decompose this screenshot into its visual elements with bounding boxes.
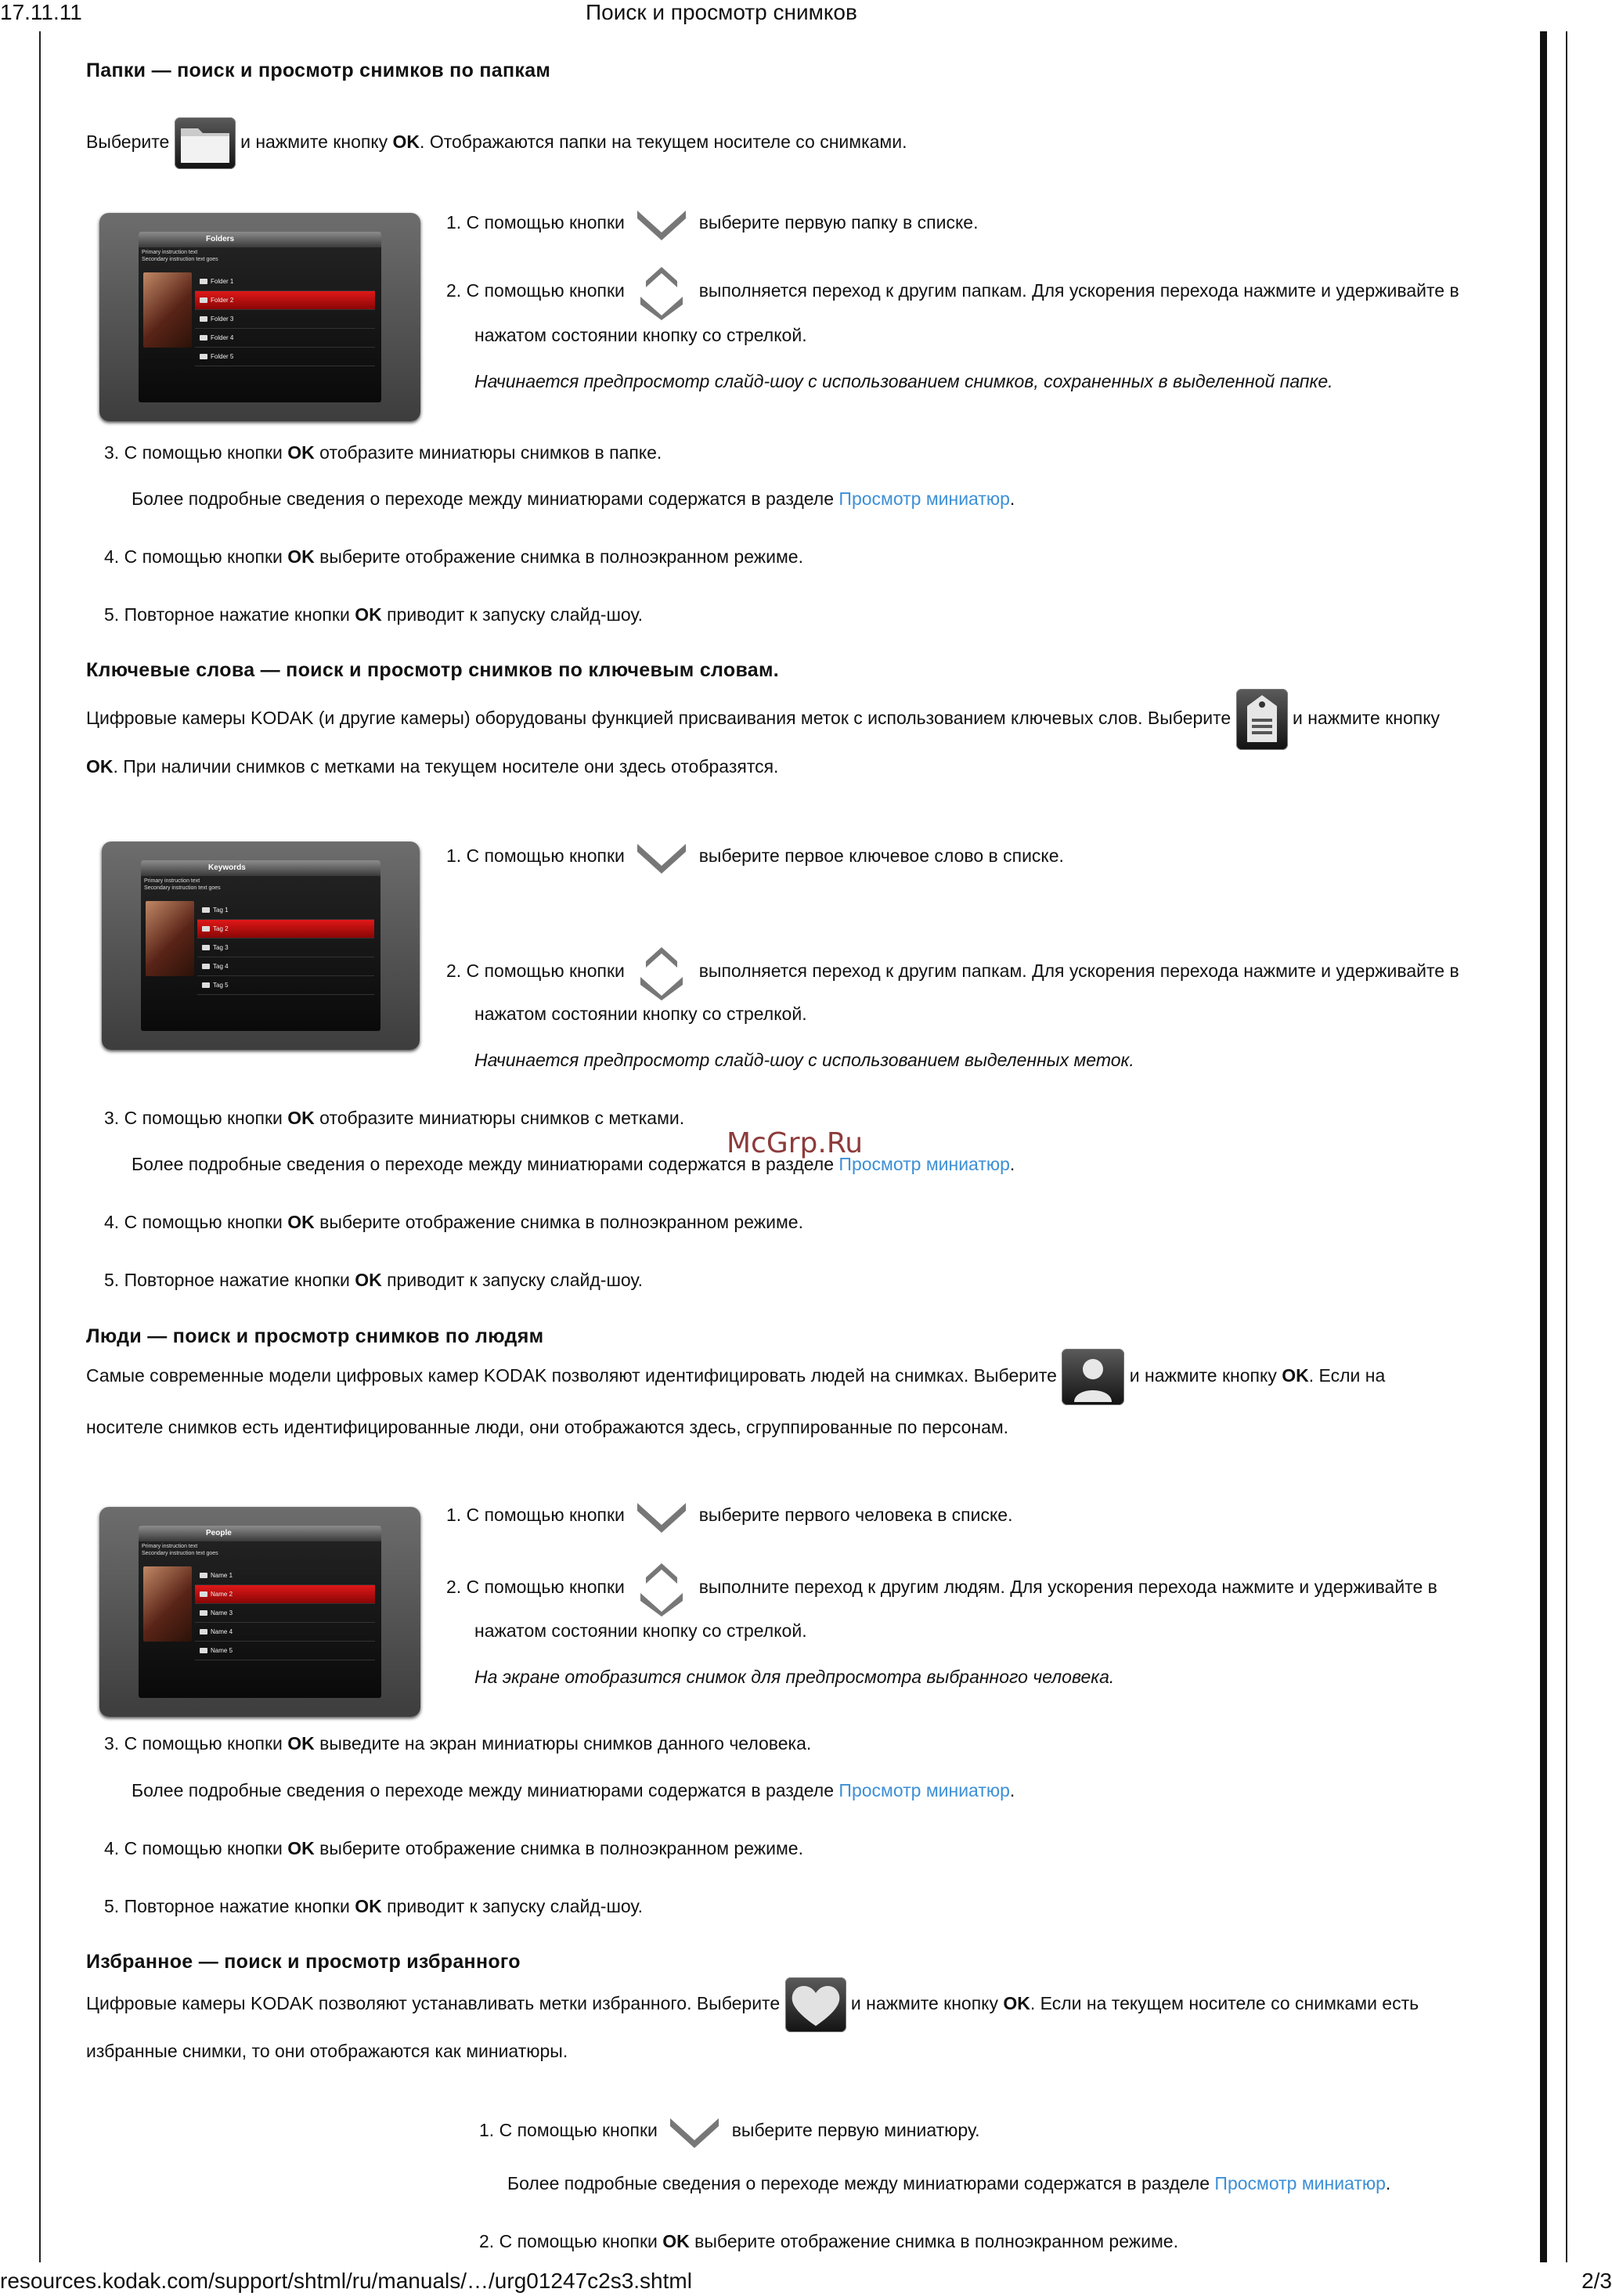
people-step3: 3. С помощью кнопки OK выведите на экран миниатюры снимков данного человека. <box>104 1733 812 1754</box>
preview-photo <box>143 272 192 348</box>
person-icon <box>1062 1349 1124 1405</box>
keywords-step2-cont: нажатом состоянии кнопку со стрелкой. <box>474 1004 807 1024</box>
down-arrow-icon <box>634 839 689 875</box>
people-intro-line1: Самые современные модели цифровых камер KODAK позволяют идентифицировать людей на снимках. Выберите и нажмите кнопку OK. Если на <box>86 1349 1385 1405</box>
keywords-more-info: Более подробные сведения о переходе между миниатюрами содержатся в разделе Просмотр миниатюр. <box>132 1154 1015 1174</box>
screen-list <box>197 901 374 995</box>
folders-step1: 1. С помощью кнопки выберите первую папку в списке. <box>446 206 978 242</box>
device-screen <box>141 860 380 1031</box>
folders-step2: 2. С помощью кнопки выполняется переход к другим папкам. Для ускорения перехода нажмите и удерживайте в <box>446 264 1459 320</box>
people-step2: 2. С помощью кнопки выполните переход к другим людям. Для ускорения перехода нажмите и удерживайте в <box>446 1560 1437 1617</box>
page-title: Поиск и просмотр снимков <box>586 0 857 24</box>
device-screen <box>139 1526 381 1698</box>
people-step4: 4. С помощью кнопки OK выберите отображение снимка в полноэкранном режиме. <box>104 1838 803 1858</box>
screen-row: Tag 1 <box>197 901 374 920</box>
screen-caption: Primary instruction text <box>142 1544 198 1549</box>
keywords-step2-note: Начинается предпросмотр слайд-шоу с использованием выделенных меток. <box>474 1050 1134 1070</box>
right-border-thin <box>1566 31 1567 2262</box>
heart-icon <box>785 1977 846 2032</box>
keywords-step4: 4. С помощью кнопки OK выберите отображение снимка в полноэкранном режиме. <box>104 1212 803 1232</box>
keywords-step1: 1. С помощью кнопки выберите первое ключевое слово в списке. <box>446 839 1064 875</box>
down-arrow-icon <box>634 206 689 242</box>
folders-more-info: Более подробные сведения о переходе между миниатюрами содержатся в разделе Просмотр миниатюр. <box>132 488 1015 509</box>
people-device-screenshot <box>99 1507 420 1717</box>
right-border-thick <box>1540 31 1547 2262</box>
down-arrow-icon <box>667 2114 722 2150</box>
folders-step2-cont: нажатом состоянии кнопку со стрелкой. <box>474 325 807 345</box>
screen-list <box>195 1566 375 1660</box>
screen-title: Keywords <box>141 860 380 876</box>
folders-step5: 5. Повторное нажатие кнопки OK приводит к запуску слайд-шоу. <box>104 604 644 625</box>
folders-step3: 3. С помощью кнопки OK отобразите миниатюры снимков в папке. <box>104 442 662 463</box>
screen-row: Name 3 <box>195 1604 375 1623</box>
left-border <box>39 31 41 2262</box>
screen-caption: Primary instruction text <box>144 878 200 884</box>
screen-row: Tag 5 <box>197 976 374 995</box>
screen-row: Name 5 <box>195 1642 375 1660</box>
thumbnails-link[interactable]: Просмотр миниатюр <box>838 488 1010 509</box>
screen-subcaption: Secondary instruction text goes <box>142 257 218 262</box>
screen-row-selected: Tag 2 <box>197 920 374 939</box>
folder-icon <box>175 117 236 169</box>
screen-caption: Primary instruction text <box>142 250 198 255</box>
keywords-step3: 3. С помощью кнопки OK отобразите миниатюры снимков с метками. <box>104 1108 685 1128</box>
screen-row: Tag 3 <box>197 939 374 957</box>
favorites-intro-line2: избранные снимки, то они отображаются как миниатюры. <box>86 2041 568 2061</box>
keywords-device-screenshot <box>102 842 420 1050</box>
folders-intro: Выберите и нажмите кнопку OK. Отображаются папки на текущем носителе со снимками. <box>86 117 907 169</box>
screen-row: Name 4 <box>195 1623 375 1642</box>
people-intro-line2: носителе снимков есть идентифицированные люди, они отображаются здесь, сгруппированные по персонам. <box>86 1417 1009 1437</box>
thumbnails-link[interactable]: Просмотр миниатюр <box>838 1154 1010 1174</box>
favorites-heading: Избранное — поиск и просмотр избранного <box>86 1951 521 1973</box>
device-screen <box>139 232 381 402</box>
favorites-step1: 1. С помощью кнопки выберите первую миниатюру. <box>479 2114 980 2150</box>
screen-title: Folders <box>139 232 381 247</box>
up-down-arrows-icon <box>634 264 689 320</box>
screen-row: Folder 5 <box>195 348 375 366</box>
screen-row: Tag 4 <box>197 957 374 976</box>
tag-icon <box>1236 689 1288 750</box>
down-arrow-icon <box>634 1498 689 1534</box>
keywords-heading: Ключевые слова — поиск и просмотр снимков по ключевым словам. <box>86 659 780 681</box>
screen-subcaption: Secondary instruction text goes <box>144 885 221 891</box>
footer-url: resources.kodak.com/support/shtml/ru/manuals/…/urg01247c2s3.shtml <box>0 2269 692 2293</box>
people-heading: Люди — поиск и просмотр снимков по людям <box>86 1325 544 1347</box>
folders-step2-note: Начинается предпросмотр слайд-шоу с использованием снимков, сохраненных в выделенной папке. <box>474 371 1333 391</box>
screen-row: Folder 1 <box>195 272 375 291</box>
keywords-intro-line1: Цифровые камеры KODAK (и другие камеры) оборудованы функцией присваивания меток с использованием ключевых слов. Выберите и нажмите кнопку <box>86 689 1440 750</box>
thumbnails-link[interactable]: Просмотр миниатюр <box>1214 2173 1386 2193</box>
thumbnails-link[interactable]: Просмотр миниатюр <box>838 1780 1010 1800</box>
folders-heading: Папки — поиск и просмотр снимков по папкам <box>86 59 551 81</box>
people-more-info: Более подробные сведения о переходе между миниатюрами содержатся в разделе Просмотр миниатюр. <box>132 1780 1015 1800</box>
screen-list <box>195 272 375 366</box>
people-step2-cont: нажатом состоянии кнопку со стрелкой. <box>474 1620 807 1641</box>
folders-device-screenshot <box>99 213 420 421</box>
favorites-more-info: Более подробные сведения о переходе между миниатюрами содержатся в разделе Просмотр миниатюр. <box>507 2173 1391 2193</box>
screen-title: People <box>139 1526 381 1541</box>
folders-step4: 4. С помощью кнопки OK выберите отображение снимка в полноэкранном режиме. <box>104 546 803 567</box>
screen-row: Name 1 <box>195 1566 375 1585</box>
keywords-step2: 2. С помощью кнопки выполняется переход к другим папкам. Для ускорения перехода нажмите и удерживайте в <box>446 944 1459 1000</box>
page-number: 2/3 <box>1581 2269 1612 2293</box>
screen-row-selected: Folder 2 <box>195 291 375 310</box>
people-step2-note: На экране отобразится снимок для предпросмотра выбранного человека. <box>474 1667 1115 1687</box>
people-step1: 1. С помощью кнопки выберите первого человека в списке. <box>446 1498 1013 1534</box>
up-down-arrows-icon <box>634 944 689 1000</box>
screen-row: Folder 3 <box>195 310 375 329</box>
screen-row: Folder 4 <box>195 329 375 348</box>
up-down-arrows-icon <box>634 1560 689 1617</box>
preview-photo <box>146 901 194 976</box>
keywords-intro-line2: OK. При наличии снимков с метками на текущем носителе они здесь отобразятся. <box>86 756 779 777</box>
screen-subcaption: Secondary instruction text goes <box>142 1551 218 1556</box>
favorites-intro-line1: Цифровые камеры KODAK позволяют устанавливать метки избранного. Выберите и нажмите кнопку OK. Если на текущем носителе со снимками есть <box>86 1977 1419 2032</box>
favorites-step2: 2. С помощью кнопки OK выберите отображение снимка в полноэкранном режиме. <box>479 2231 1178 2251</box>
watermark: McGrp.Ru <box>727 1127 864 1159</box>
screen-row-selected: Name 2 <box>195 1585 375 1604</box>
people-step5: 5. Повторное нажатие кнопки OK приводит к запуску слайд-шоу. <box>104 1896 644 1916</box>
preview-photo <box>143 1566 192 1642</box>
print-date: 17.11.11 <box>0 0 82 24</box>
keywords-step5: 5. Повторное нажатие кнопки OK приводит к запуску слайд-шоу. <box>104 1270 644 1290</box>
